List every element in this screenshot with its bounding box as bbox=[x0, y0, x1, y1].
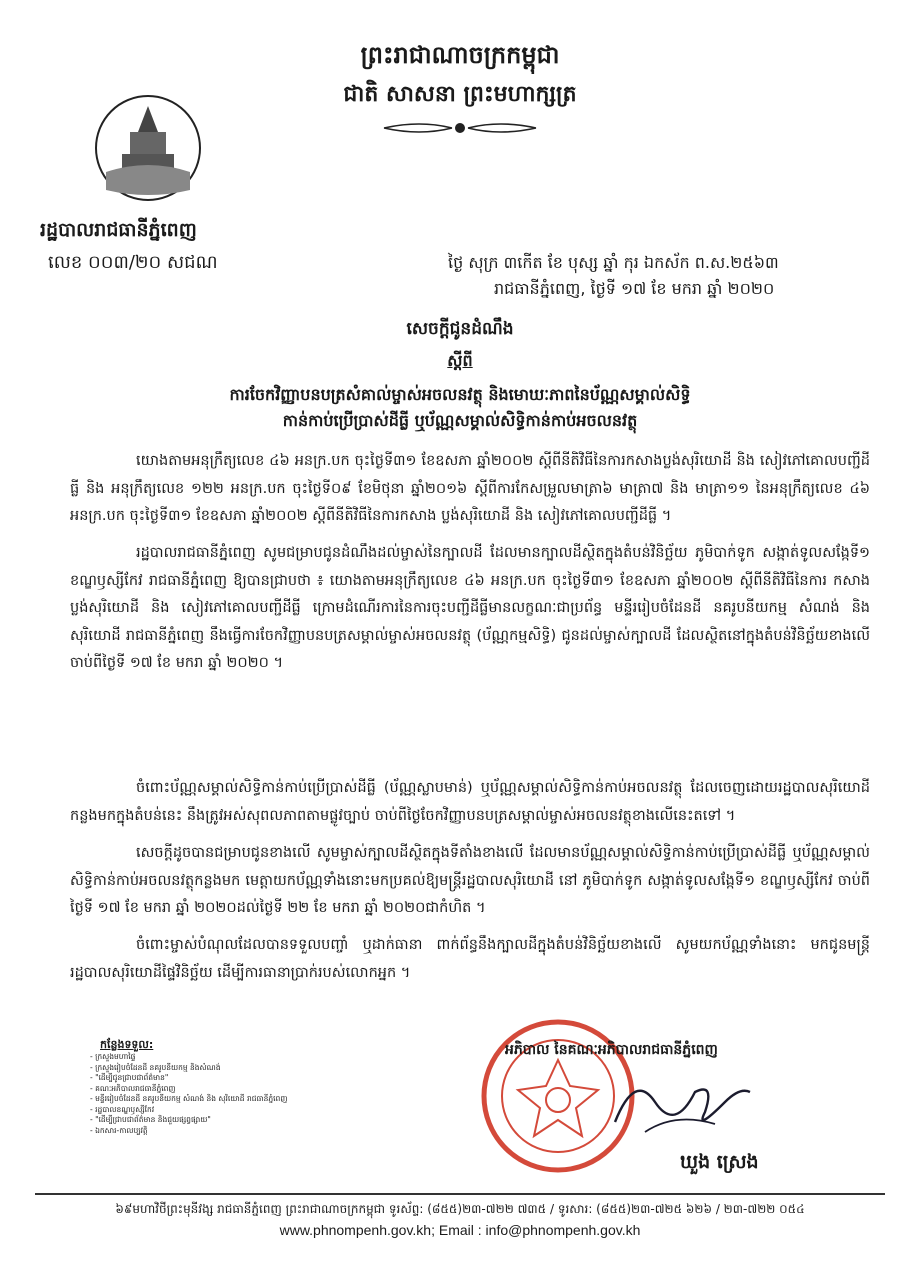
issue-date: រាជធានីភ្នំពេញ, ថ្ងៃទី ១៧ ខែ មករា ឆ្នាំ ២០២០ bbox=[494, 279, 775, 298]
footer-website: www.phnompenh.gov.kh; Email : info@phnompenh.gov.kh bbox=[279, 1222, 641, 1238]
recipient-item: - ឯកសារ-កាលប្បវត្តិ bbox=[90, 1126, 290, 1137]
recipient-item: - ក្រសួងរៀបចំដែនដី នគរូបនីយកម្ម និងសំណង់ bbox=[90, 1063, 290, 1074]
national-motto: ជាតិ សាសនា ព្រះមហាក្សត្រ bbox=[343, 82, 577, 107]
subject-label: ស្តីពី bbox=[447, 351, 473, 370]
subject-line-2: កាន់កាប់ប្រើប្រាស់ដីធ្លី ឬប័ណ្ណសម្គាល់សិទ្ធិកាន់កាប់អចលនវត្ថុ bbox=[282, 411, 638, 430]
recipient-item: - "ដើម្បីជ្រាបជាព័ត៌មាន និងជួយផ្សព្វផ្សាយ" bbox=[90, 1115, 290, 1126]
signatory-title: អភិបាល នៃគណៈអភិបាលរាជធានីភ្នំពេញ bbox=[505, 1042, 718, 1058]
phnom-penh-emblem-icon bbox=[92, 92, 204, 204]
recipient-item: - ក្រសួងមហាផ្ទៃ bbox=[90, 1052, 290, 1063]
recipients-title: កន្លែងទទួល: bbox=[100, 1038, 154, 1051]
body-paragraph-4: សេចក្តីដូចបានជម្រាបជូនខាងលើ សូមម្ចាស់ក្បាលដីស្ថិតក្នុងទីតាំងខាងលើ ដែលមានប័ណ្ណសម្គាល់សិទ្ធិកាន់កាប់ប្រើប្រាស់ដីធ្លី ឬប័ណ្ណសម្គាល់សិទ្ធិកាន់កាប់អចលនវត្ថុកន្លងមក មេត្តាយកប័ណ្ណទាំងនោះមកប្រគល់ឱ្យមន្ត្រីរដ្ឋបាលសុរិយោដី នៅ ភូមិបាក់ទូក សង្កាត់ទូលសង្កែទី១ ខណ្ឌឫស្សីកែវ ចាប់ពីថ្ងៃទី ១៧ ខែ មករា ឆ្នាំ ២០២០ដល់ថ្ងៃទី ២២ ខែ មករា ឆ្នាំ ២០២០ជាកំហិត ។ bbox=[70, 845, 870, 916]
signatory-name: ឃួង ស្រេង bbox=[680, 1151, 759, 1173]
decorative-divider-icon bbox=[380, 118, 540, 138]
body-paragraph-1: យោងតាមអនុក្រឹត្យលេខ ៤៦ អនក្រ.បក ចុះថ្ងៃទី៣១ ខែឧសភា ឆ្នាំ២០០២ ស្តីពីនីតិវិធីនៃការកសាងប្លង់សុរិយោដី និង សៀវភៅគោលបញ្ជីដីធ្លី និង អនុក្រឹត្យលេខ ១២២ អនក្រ.បក ចុះថ្ងៃទី០៩ ខែមិថុនា ឆ្នាំ២០១៦ ស្តីពីការកែសម្រួលមាត្រា៦ មាត្រា៧ និង មាត្រា១១ នៃអនុក្រឹត្យលេខ ៤៦ អនក្រ.បក ចុះថ្ងៃទី៣១ ខែឧសភា ឆ្នាំ២០០២ ស្តីពីនីតិវិធីនៃការកសាង ប្លង់សុរិយោដី និង សៀវភៅគោលបញ្ជីដីធ្លី ។ bbox=[70, 453, 870, 524]
recipient-item: - មន្ទីររៀបចំដែនដី នគរូបនីយកម្ម សំណង់ និង សុរិយោដី រាជធានីភ្នំពេញ bbox=[90, 1094, 290, 1105]
kingdom-heading: ព្រះរាជាណាចក្រកម្ពុជា bbox=[360, 41, 560, 69]
subject-line-1: ការចែកវិញ្ញាបនបត្រសំគាល់ម្ចាស់អចលនវត្ថុ និងមោឃៈភាពនៃប័ណ្ណសម្គាល់សិទ្ធិ bbox=[229, 385, 691, 404]
recipient-item: - គណៈអភិបាលរាជធានីភ្នំពេញ bbox=[90, 1084, 290, 1095]
lunar-date: ថ្ងៃ សុក្រ ៣កើត ខែ បុស្ស ឆ្នាំ កុរ ឯកស័ក ព.ស.២៥៦៣ bbox=[448, 253, 779, 272]
body-paragraph-5: ចំពោះម្ចាស់បំណុលដែលបានទទួលបញ្ចាំ ឬដាក់ធានា ពាក់ព័ន្ធនឹងក្បាលដីក្នុងតំបន់វិនិច្ឆ័យខាងលើ សូមយកប័ណ្ណទាំងនោះ មកជូនមន្ត្រីរដ្ឋបាលសុរិយោដីផ្ទៃវិនិច្ឆ័យ ដើម្បីការធានាប្រាក់របស់លោកអ្នក ។ bbox=[70, 937, 870, 981]
reference-number: លេខ ០០៣/២០ សជណ bbox=[48, 252, 218, 273]
body-paragraph-2: រដ្ឋបាលរាជធានីភ្នំពេញ សូមជម្រាបជូនដំណឹងដល់ម្ចាស់នៃក្បាលដី ដែលមានក្បាលដីស្ថិតក្នុងតំបន់វិនិច្ឆ័យ ភូមិបាក់ទូក សង្កាត់ទូលសង្កែទី១ ខណ្ឌឫស្សីកែវ រាជធានីភ្នំពេញ ឱ្យបានជ្រាបថា ៖ យោងតាមអនុក្រឹត្យលេខ ៤៦ អនក្រ.បក ចុះថ្ងៃទី៣១ ខែឧសភា ឆ្នាំ២០០២ ស្តីពីនីតិវិធីនៃការ កសាងប្លង់សុរិយោដី និង សៀវភៅគោលបញ្ជីដីធ្លី ក្រោមដំណើរការនៃការចុះបញ្ជីដីធ្លីមានលក្ខណៈជាប្រព័ន្ធ មន្ទីររៀបចំដែនដី នគរូបនីយកម្ម សំណង់ និង សុរិយោដី រាជធានីភ្នំពេញ នឹងធ្វើការចែកវិញ្ញាបនបត្រសម្គាល់ម្ចាស់អចលនវត្ថុ (ប័ណ្ណកម្មសិទ្ធិ) ជូនដល់ម្ចាស់ក្បាលដី ដែលស្ថិតនៅក្នុងតំបន់វិនិច្ឆ័យខាងលើ ចាប់ពីថ្ងៃទី ១៧ ខែ មករា ឆ្នាំ ២០២០ ។ bbox=[70, 545, 870, 671]
document-type: សេចក្តីជូនដំណឹង bbox=[406, 319, 514, 339]
recipients-list bbox=[90, 1052, 290, 1136]
recipient-item: - "ដើម្បីជូនជ្រាបជាព័ត៌មាន" bbox=[90, 1073, 290, 1084]
recipient-item: - រដ្ឋបាលខណ្ឌឫស្សីកែវ bbox=[90, 1105, 290, 1116]
footer-divider bbox=[35, 1193, 885, 1195]
issuing-authority: រដ្ឋបាលរាជធានីភ្នំពេញ bbox=[40, 219, 197, 241]
handwritten-signature-icon bbox=[605, 1062, 755, 1142]
body-paragraph-3: ចំពោះប័ណ្ណសម្គាល់សិទ្ធិកាន់កាប់ប្រើប្រាស់ដីធ្លី (ប័ណ្ណស្លាបមាន់) ឬប័ណ្ណសម្គាល់សិទ្ធិកាន់កាប់អចលនវត្ថុ ដែលចេញដោយរដ្ឋបាលសុរិយោដីកន្លងមកក្នុងតំបន់នេះ នឹងត្រូវអស់សុពលភាពតាមផ្លូវច្បាប់ ចាប់ពីថ្ងៃចែកវិញ្ញាបនបត្រសម្គាល់ម្ចាស់អចលនវត្ថុខាងលើនេះតទៅ ។ bbox=[70, 780, 870, 824]
footer-address: ៦៩មហាវិថីព្រះមុនីវង្ស រាជធានីភ្នំពេញ ព្រះរាជាណាចក្រកម្ពុជា ទូរស័ព្ទ: (៨៥៥)២៣-៧២២ ៧៣៥ / ទូរសារ: (៨៥៥)២៣-៧២៥ ៦២៦ / ២៣-៧២២ ០៥៤ bbox=[115, 1202, 805, 1216]
